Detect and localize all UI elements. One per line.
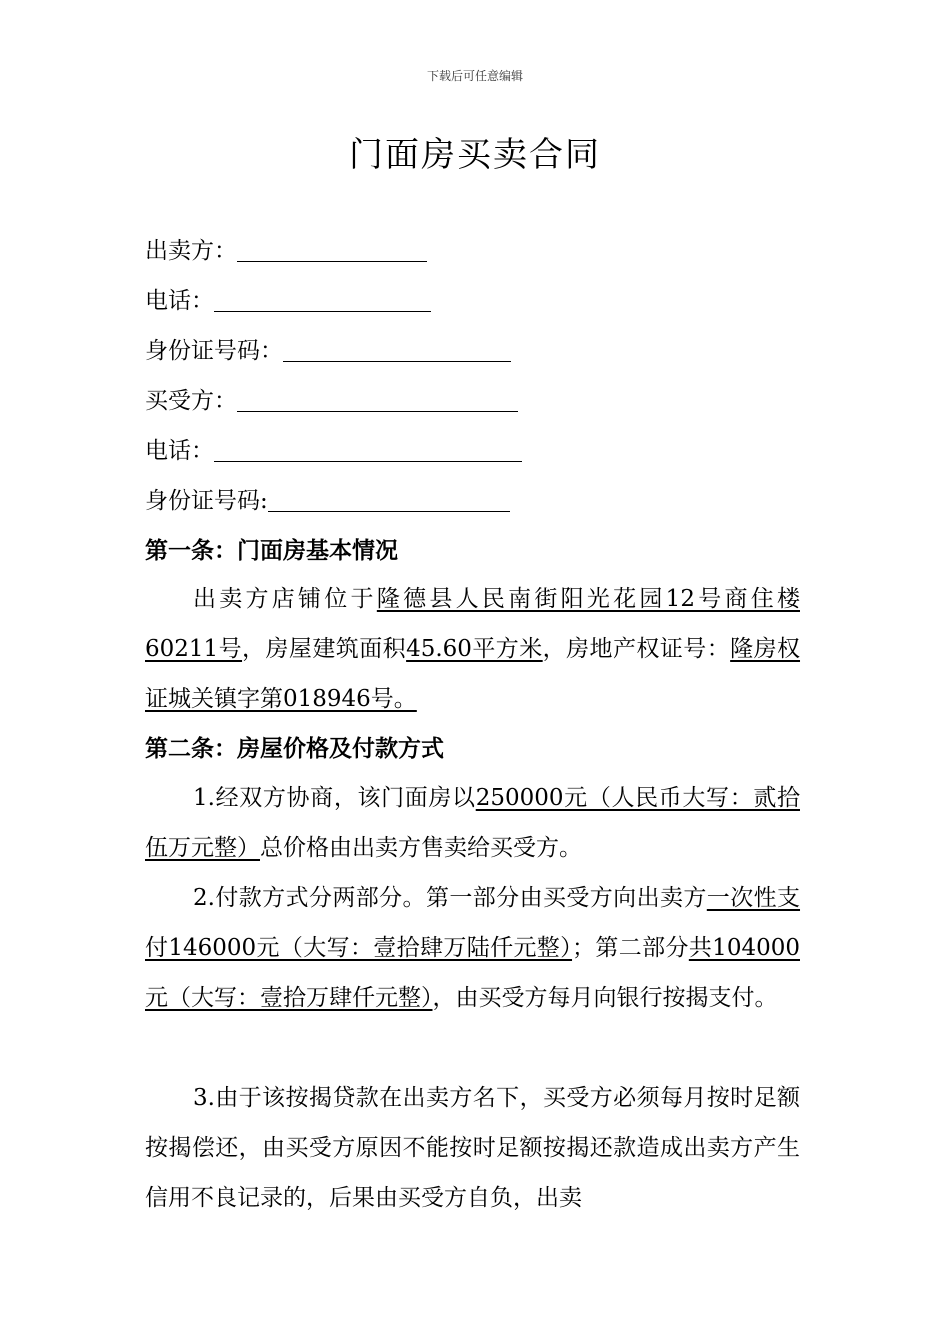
buyer-label: 买受方： bbox=[145, 388, 237, 414]
seller-field bbox=[145, 234, 427, 268]
buyer-phone-blank-line[interactable] bbox=[214, 435, 522, 462]
article-2-clause-2 bbox=[145, 873, 800, 1023]
seller-blank-line[interactable] bbox=[237, 235, 427, 262]
seller-id-blank-line[interactable] bbox=[283, 335, 511, 362]
article-2-clause-3 bbox=[145, 1073, 800, 1223]
text-run: ，由买受方每月向银行按揭支付。 bbox=[432, 985, 778, 1011]
header-watermark: 下载后可任意编辑 bbox=[426, 69, 523, 83]
article-2-heading: 第二条：房屋价格及付款方式 bbox=[145, 736, 444, 762]
buyer-field bbox=[145, 384, 518, 418]
text-run: 总价格由出卖方售卖给买受方。 bbox=[260, 835, 582, 861]
total-price: 250000元（人民币大写：贰拾伍万元整） bbox=[145, 785, 800, 861]
text-run: 3.由于该按揭贷款在出卖方名下，买受方必须每月按时足额按揭偿还，由买受方原因不能按时足额按揭还款造成出卖方产生信用不良记录的，后果由买受方自负，出卖 bbox=[145, 1085, 800, 1211]
seller-phone-field bbox=[145, 284, 431, 318]
seller-phone-label: 电话： bbox=[145, 288, 214, 314]
text-run: ，房屋建筑面积 bbox=[242, 636, 407, 662]
seller-id-field bbox=[145, 334, 511, 368]
text-run: ，房地产权证号： bbox=[542, 636, 731, 662]
seller-phone-blank-line[interactable] bbox=[214, 285, 431, 312]
buyer-phone-label: 电话： bbox=[145, 438, 214, 464]
text-run: ；第二部分 bbox=[572, 935, 689, 961]
seller-label: 出卖方： bbox=[145, 238, 237, 264]
article-2-clause-1 bbox=[145, 773, 800, 873]
article-1-heading: 第一条：门面房基本情况 bbox=[145, 538, 398, 564]
seller-id-label: 身份证号码： bbox=[145, 338, 283, 364]
property-address: 隆德县人民南街阳光花园12号商住楼60211号 bbox=[145, 586, 800, 662]
contract-title: 门面房买卖合同 bbox=[349, 135, 601, 175]
buyer-blank-line[interactable] bbox=[237, 385, 518, 412]
buyer-id-label: 身份证号码: bbox=[145, 488, 268, 514]
property-certificate-number: 隆房权证城关镇字第018946号。 bbox=[145, 636, 801, 712]
second-payment: 共104000元（大写：壹拾万肆仟元整） bbox=[145, 935, 800, 1011]
article-1-paragraph bbox=[145, 574, 800, 724]
buyer-id-field bbox=[145, 484, 510, 518]
text-run: 出卖方店铺位于 bbox=[193, 586, 377, 612]
first-payment: 一次性支付146000元（大写：壹拾肆万陆仟元整） bbox=[145, 885, 801, 961]
buyer-id-blank-line[interactable] bbox=[268, 485, 510, 512]
buyer-phone-field bbox=[145, 434, 522, 468]
text-run: 1.经双方协商，该门面房以 bbox=[193, 785, 476, 811]
building-area: 45.60平方米 bbox=[406, 636, 543, 662]
text-run: 2.付款方式分两部分。第一部分由买受方向出卖方 bbox=[193, 885, 707, 911]
